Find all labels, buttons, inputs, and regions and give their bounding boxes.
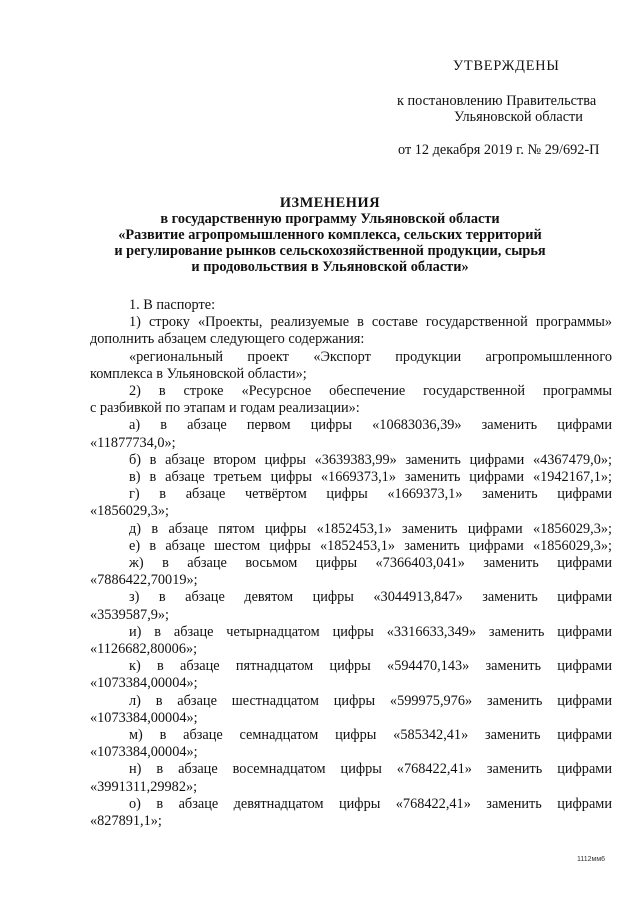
- item-m-line-1: м) в абзаце семнадцатом цифры «585342,41» заменить цифрами: [129, 727, 612, 744]
- item-zh-line-2: «7886422,70019»;: [90, 572, 198, 589]
- heading-line-1: в государственную программу Ульяновской области: [160, 211, 500, 227]
- heading-line-3: и регулирование рынков сельскохозяйственной продукции, сырья: [114, 243, 546, 259]
- item-g-line-1: г) в абзаце четвёртом цифры «1669373,1» заменить цифрами: [129, 486, 612, 503]
- paragraph-4-line-1: 2) в строке «Ресурсное обеспечение государственной программы: [129, 383, 612, 400]
- item-k-line-1: к) в абзаце пятнадцатом цифры «594470,143» заменить цифрами: [129, 658, 612, 675]
- item-d: д) в абзаце пятом цифры «1852453,1» заменить цифрами «1856029,3»;: [129, 520, 612, 537]
- item-k-line-2: «1073384,00004»;: [90, 675, 198, 692]
- document-heading: [95, 195, 565, 275]
- paragraph-3-line-2: комплекса в Ульяновской области»;: [90, 365, 307, 382]
- item-e: е) в абзаце шестом цифры «1852453,1» заменить цифрами «1856029,3»;: [129, 537, 612, 554]
- item-i-line-2: «1126682,80006»;: [90, 641, 198, 658]
- item-g-line-2: «1856029,3»;: [90, 503, 170, 520]
- paragraph-2-line-1: 1) строку «Проекты, реализуемые в составе государственной программы»: [129, 314, 612, 331]
- item-m-line-2: «1073384,00004»;: [90, 744, 198, 761]
- heading-line-4: и продовольствия в Ульяновской области»: [191, 259, 469, 275]
- item-o-line-1: о) в абзаце девятнадцатом цифры «768422,41» заменить цифрами: [129, 795, 612, 812]
- page-stamp: 1112мм6: [577, 856, 606, 863]
- item-z-line-1: з) в абзаце девятом цифры «3044913,847» заменить цифрами: [129, 589, 612, 606]
- approval-date-line: от 12 декабря 2019 г. № 29/692-П: [398, 142, 600, 158]
- paragraph-2-line-2: дополнить абзацем следующего содержания:: [90, 331, 365, 348]
- item-a-line-2: «11877734,0»;: [90, 434, 176, 451]
- item-n-line-2: «3991311,29982»;: [90, 778, 198, 795]
- approval-line-2: Ульяновской области: [454, 109, 583, 125]
- item-l-line-2: «1073384,00004»;: [90, 709, 198, 726]
- item-z-line-2: «3539587,9»;: [90, 606, 170, 623]
- document-body: [90, 297, 612, 830]
- approval-title: УТВЕРЖДЕНЫ: [453, 58, 560, 74]
- approval-line-1: к постановлению Правительства: [397, 93, 597, 109]
- paragraph-3-line-1: «региональный проект «Экспорт продукции агропромышленного: [129, 348, 612, 365]
- item-l-line-1: л) в абзаце шестнадцатом цифры «599975,976» заменить цифрами: [129, 692, 612, 709]
- heading-line-2: «Развитие агропромышленного комплекса, сельских территорий: [118, 227, 542, 243]
- item-a-line-1: а) в абзаце первом цифры «10683036,39» заменить цифрами: [129, 417, 612, 434]
- item-n-line-1: н) в абзаце восемнадцатом цифры «768422,41» заменить цифрами: [129, 761, 612, 778]
- heading-main: ИЗМЕНЕНИЯ: [279, 195, 381, 211]
- item-b: б) в абзаце втором цифры «3639383,99» заменить цифрами «4367479,0»;: [129, 451, 612, 468]
- paragraph-4-line-2: с разбивкой по этапам и годам реализации»:: [90, 400, 360, 417]
- paragraph-1: 1. В паспорте:: [129, 297, 216, 313]
- item-v: в) в абзаце третьем цифры «1669373,1» заменить цифрами «1942167,1»;: [129, 469, 612, 486]
- item-zh-line-1: ж) в абзаце восьмом цифры «7366403,041» заменить цифрами: [129, 555, 612, 572]
- item-i-line-1: и) в абзаце четырнадцатом цифры «3316633,349» заменить цифрами: [129, 623, 612, 640]
- item-o-line-2: «827891,1»;: [90, 813, 162, 830]
